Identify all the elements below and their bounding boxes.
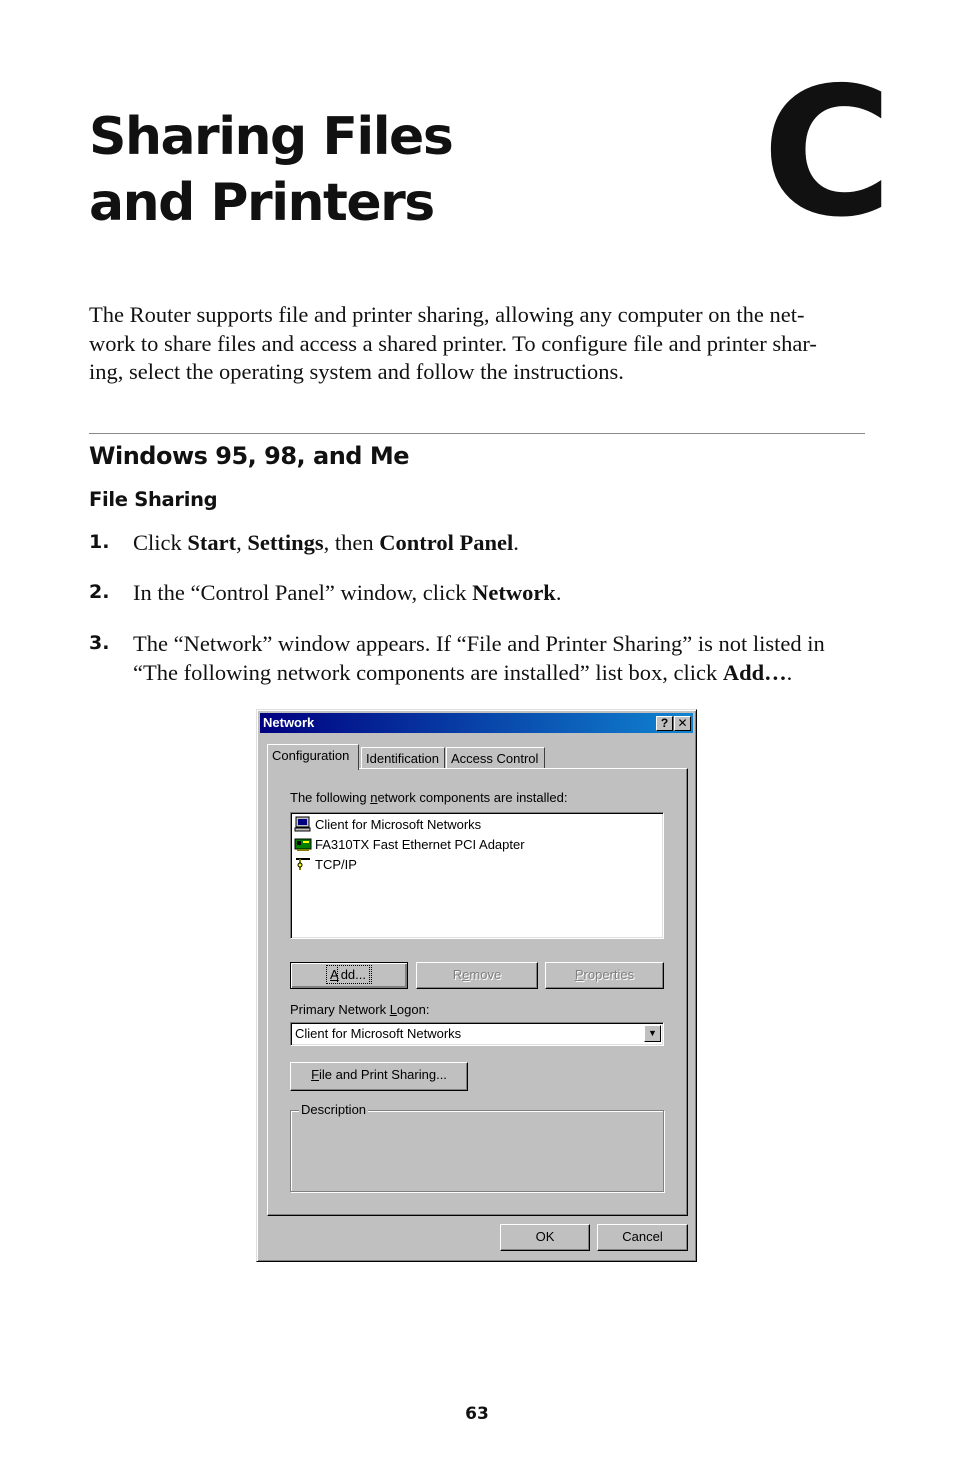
page-number: 63 [465,1404,489,1424]
primary-logon-value: Client for Microsoft Networks [295,1026,462,1041]
section-divider [89,433,865,434]
remove-button[interactable]: Remove [416,962,538,989]
network-adapter-icon [294,836,312,852]
chevron-down-icon: ▼ [648,1028,657,1038]
step-number: 1. [89,531,110,553]
ok-button[interactable]: OK [500,1224,590,1251]
help-icon: ? [660,716,669,730]
list-item[interactable]: FA310TX Fast Ethernet PCI Adapter [294,835,525,855]
description-label: Description [301,1102,367,1117]
properties-button[interactable]: Properties [545,962,664,989]
dialog-titlebar [260,713,693,733]
description-groupbox [290,1102,664,1192]
dialog-title: Network [263,715,315,730]
close-icon: ✕ [677,716,688,730]
step-text: In the “Control Panel” window, click Network. [133,580,562,605]
protocol-icon [294,856,312,872]
chapter-title [89,104,452,236]
intro-line-2: work to share files and access a shared printer. To configure file and printer shar- [89,330,817,356]
subsection-heading: File Sharing [89,488,218,511]
components-label: The following network components are installed: [290,790,568,805]
primary-logon-select[interactable] [290,1022,664,1046]
primary-logon-label: Primary Network Logon: [290,1002,430,1017]
tab-configuration[interactable]: Configuration [267,744,359,770]
step-number: 2. [89,581,110,603]
add-button[interactable]: A dd... [290,962,408,989]
help-button[interactable] [656,716,673,731]
file-print-sharing-button[interactable]: File and Print Sharing... [290,1062,468,1091]
client-computer-icon [294,816,312,832]
appendix-letter: C [762,49,893,256]
step-3-line-2: “The following network components are installed” list box, click Add…. [133,660,793,685]
step-number: 3. [89,632,110,654]
cancel-button[interactable]: Cancel [597,1224,688,1251]
chapter-title-line-1: Sharing Files [89,107,453,167]
step-3-line-1: The “Network” window appears. If “File and Printer Sharing” is not listed in [133,631,825,656]
network-dialog [256,709,697,1262]
intro-line-3: ing, select the operating system and follow the instructions. [89,359,624,384]
tab-access-control[interactable]: Access Control [446,747,545,769]
chapter-title-line-2: and Printers [89,173,434,233]
intro-line-1: The Router supports file and printer sharing, allowing any computer on the net- [89,302,805,327]
tab-identification[interactable]: Identification [361,747,445,769]
list-item[interactable]: Client for Microsoft Networks [294,815,481,835]
list-item[interactable]: TCP/IP [294,855,357,875]
components-listbox[interactable] [290,812,664,939]
section-heading: Windows 95, 98, and Me [89,442,409,470]
step-text [133,629,825,687]
step-text: Click Start, Settings, then Control Panel. [133,530,519,555]
dropdown-arrow-button[interactable] [644,1025,661,1042]
intro-paragraph [89,301,859,387]
close-button[interactable] [674,716,691,731]
